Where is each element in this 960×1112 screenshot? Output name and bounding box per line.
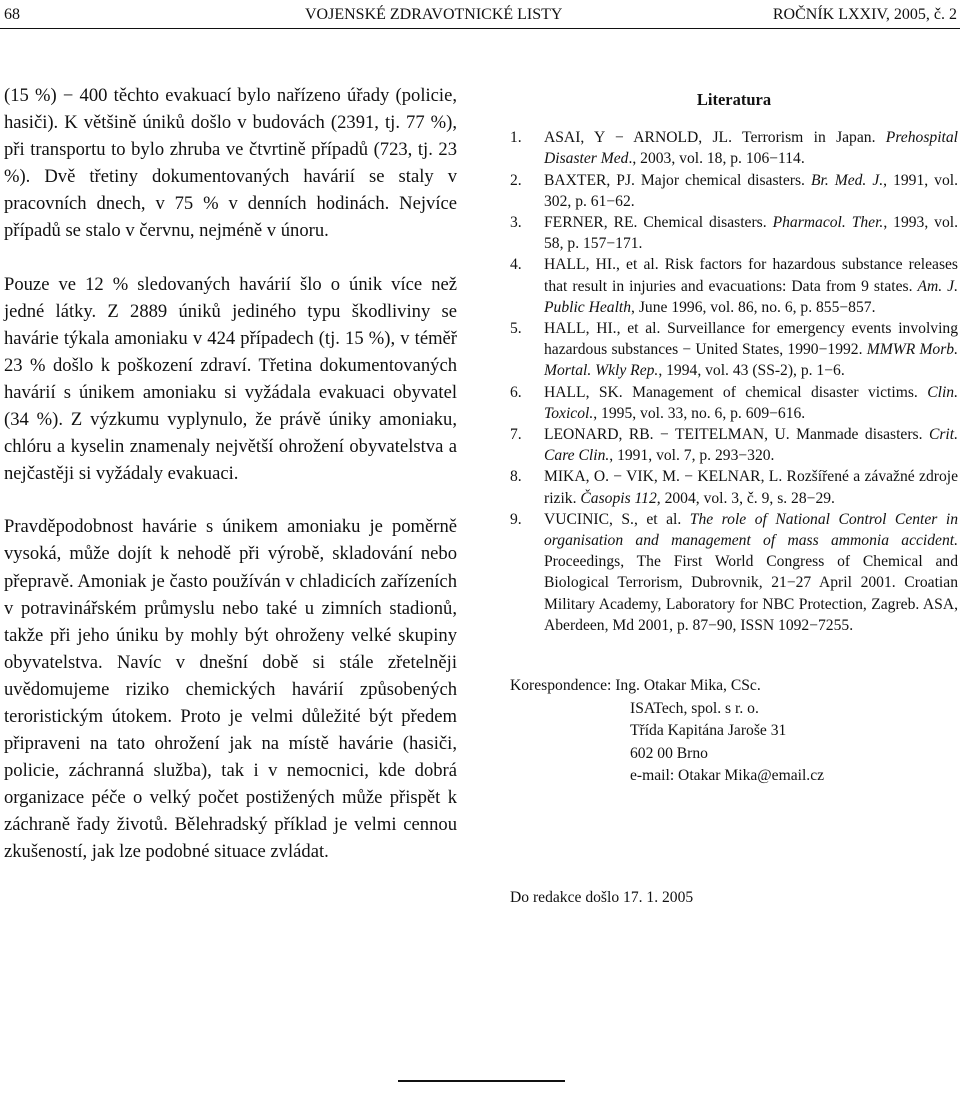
reference-item [510, 424, 958, 466]
reference-details: Proceedings, The First World Congress of Chemical and Biological Terrorism, Dubrovnik, 21−27 April 2001. Croatian Military Academy, Laboratory for NBC Protection, Zagreb. ASA, Aberdeen, Md 2001, p. 87−90, ISSN 1092−7255. [544, 553, 958, 634]
reference-item [510, 212, 958, 254]
reference-details: , 1994, vol. 43 (SS-2), p. 1−6. [658, 362, 845, 380]
reference-item [510, 127, 958, 169]
reference-journal: The role of National Control Center in organisation and management of mass ammonia accident. [544, 510, 958, 550]
reference-text: HALL, SK. Management of chemical disaster victims. [544, 383, 928, 401]
received-date: Do redakce došlo 17. 1. 2005 [510, 889, 694, 906]
references-column [510, 89, 958, 788]
reference-item [510, 254, 958, 318]
correspondence-block [510, 675, 958, 788]
reference-item [510, 382, 958, 424]
reference-journal: MMWR Morb. Mortal. Wkly Rep. [544, 341, 958, 380]
reference-details: , 1991, vol. 302, p. 61−62. [544, 171, 958, 210]
reference-list [510, 127, 958, 636]
reference-journal: Pharmacol. Ther. [772, 214, 884, 232]
reference-number: 3. [510, 214, 522, 232]
reference-journal: Am. J. Public Health [544, 277, 958, 316]
footer-rule [398, 1080, 565, 1082]
correspondence-email: e-mail: Otakar Mika@email.cz [630, 767, 825, 785]
reference-item [510, 466, 958, 508]
reference-journal: Clin. Toxicol. [544, 383, 958, 422]
reference-number: 1. [510, 129, 522, 147]
reference-item [510, 318, 958, 382]
correspondence-label: Korespondence: [510, 677, 612, 695]
reference-number: 9. [510, 510, 522, 528]
body-column [4, 82, 457, 866]
literature-heading: Literatura [696, 90, 772, 109]
reference-details: , 1991, vol. 7, p. 293−320. [609, 447, 775, 465]
correspondence-name: Ing. Otakar Mika, CSc. [615, 677, 761, 695]
reference-number: 2. [510, 171, 522, 189]
reference-text: MIKA, O. − VIK, M. − KELNAR, L. Rozšířené a závažné zdroje rizik. [544, 468, 958, 507]
reference-text: VUCINIC, S., et al. [544, 510, 690, 528]
body-paragraph-3: Pravděpodobnost havárie s únikem amoniaku je poměrně vysoká, může dojít k nehodě při výrobě, skladování nebo přepravě. Amoniak je často používán v chladicích zařízeních v potravinářském průmyslu nebo také u zimních stadionů, takže při jeho úniku by mohly být ohroženy velké skupiny obyvatelstva. Navíc v dnešní době si stále zřetelněji uvědomujeme riziko chemických havárií způsobených teroristickým útokem. Proto je velmi důležité být předem připraveni na tato ohrožení jak na místě havárie (hasiči, policie, záchranná služba), tak i v nemocnici, kde dobrá organizace péče o velký počet postižených může přispět k záchraně řady životů. Bělehradský příklad je velmi cennou zkušeností, jak lze podobné situace zvládat. [4, 516, 457, 863]
volume-issue: ROČNÍK LXXIV, 2005, č. 2 [772, 6, 957, 23]
reference-text: ASAI, Y − ARNOLD, JL. Terrorism in Japan. [544, 129, 886, 147]
reference-text: BAXTER, PJ. Major chemical disasters. [544, 171, 811, 189]
reference-details: , 1995, vol. 33, no. 6, p. 609−616. [593, 404, 806, 422]
correspondence-street: Třída Kapitána Jaroše 31 [630, 722, 787, 740]
correspondence-company: ISATech, spol. s r. o. [630, 699, 759, 717]
reference-number: 5. [510, 320, 522, 338]
reference-number: 8. [510, 468, 522, 486]
running-header [0, 0, 960, 30]
reference-text: LEONARD, RB. − TEITELMAN, U. Manmade disasters. [544, 426, 929, 444]
journal-title: VOJENSKÉ ZDRAVOTNICKÉ LISTY [305, 6, 563, 23]
reference-journal: Časopis 112 [580, 489, 657, 507]
reference-details: , June 1996, vol. 86, no. 6, p. 855−857. [631, 298, 876, 316]
reference-journal: Br. Med. J. [810, 171, 884, 189]
page-number: 68 [4, 6, 20, 23]
reference-text: HALL, HI., et al. Surveillance for emergency events involving hazardous substances − United States, 1990−1992. [544, 320, 958, 359]
reference-number: 6. [510, 383, 522, 401]
reference-text: HALL, HI., et al. Risk factors for hazardous substance releases that result in injuries and evacuations: Data from 9 states. [544, 256, 958, 295]
reference-number: 4. [510, 256, 522, 274]
reference-journal: Crit. Care Clin. [544, 426, 958, 465]
body-paragraph-2: Pouze ve 12 % sledovaných havárií šlo o únik více než jedné látky. Z 2889 úniků jediného typu škodliviny se havárie týkala amoniaku v 424 případech (tj. 15 %), v téměř 23 % došlo k poškození zdraví. Třetina dokumentovaných havárií s únikem amoniaku si vyžádala evakuaci obyvatel (34 %). Z výzkumu vyplynulo, že právě úniky amoniaku, chlóru a kyselin znamenaly největší ohrožení obyvatelstva a nejčastěji si vyžádaly evakuaci. [4, 273, 457, 485]
reference-journal: Prehospital Disaster Med [544, 129, 958, 168]
reference-item [510, 170, 958, 212]
reference-item [510, 509, 958, 636]
reference-text: FERNER, RE. Chemical disasters. [544, 214, 773, 232]
reference-details: , 1993, vol. 58, p. 157−171. [544, 214, 958, 253]
reference-details: , 2004, vol. 3, č. 9, s. 28−29. [656, 489, 835, 507]
reference-details: ., 2003, vol. 18, p. 106−114. [628, 150, 805, 168]
body-paragraph-1: (15 %) − 400 těchto evakuací bylo nařízeno úřady (policie, hasiči). K většině úniků došlo v budovách (2391, tj. 77 %), při transportu to bylo zhruba ve čtvrtině případů (723, tj. 23 %). Dvě třetiny dokumentovaných havárií se staly v pracovních dnech, v 75 % v denních hodinách. Nejvíce případů se stalo v červnu, nejméně v únoru. [4, 85, 457, 242]
header-rule [0, 28, 960, 29]
reference-number: 7. [510, 426, 522, 444]
correspondence-city: 602 00 Brno [630, 744, 708, 762]
